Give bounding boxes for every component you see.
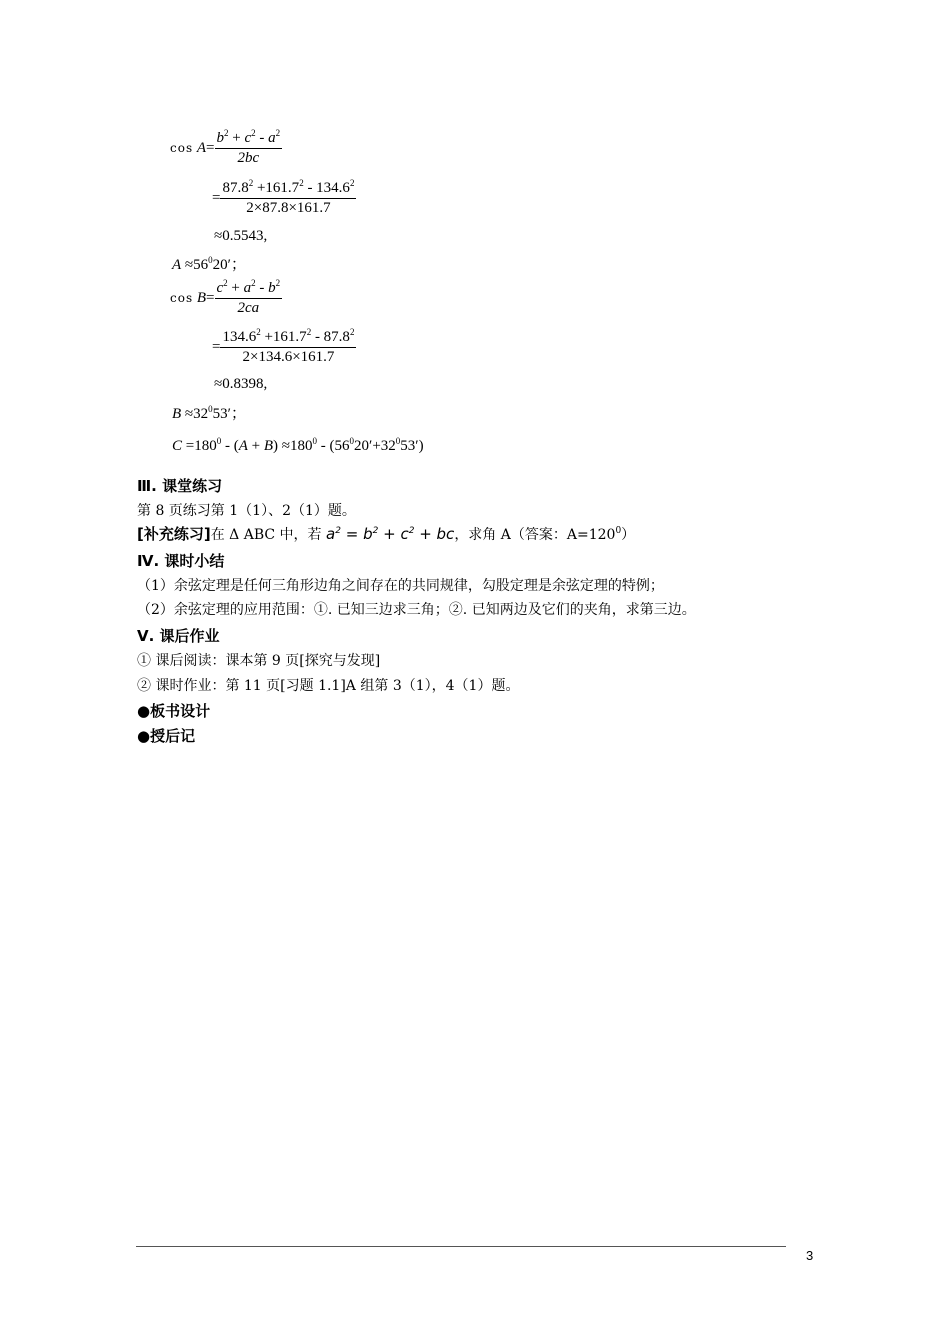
cosB-numeric-fraction: $\frac{134.6^2 +161.7^2 - 87.8^2}{2\times 134.6\times 161.7}$ — [222, 327, 355, 365]
summary-item-1: （1）余弦定理是任何三角形边角之间存在的共同规律，勾股定理是余弦定理的特例； — [137, 578, 664, 594]
cosB-formula: cos B= $\frac{c^2 + a^2 - b^2}{2ca}$ — [170, 278, 281, 316]
cosA-approx: ≈0.5543, — [214, 228, 268, 244]
section-5-title: Ⅴ. 课后作业 — [137, 627, 220, 645]
summary-item-2: （2）余弦定理的应用范围：①. 已知三边求三角；②. 已知两边及它们的夹角，求第三边。 — [137, 602, 696, 618]
cosA-fraction: $\frac{b^2 + c^2 - a^2}{2bc}$ — [216, 128, 281, 166]
cosA-numeric-fraction: $\frac{87.8^2 +161.7^2 - 134.6^2}{2\times 87.8\times 161.7}$ — [222, 178, 355, 216]
section-3-title: Ⅲ. 课堂练习 — [137, 477, 223, 495]
after-class-notes-heading: ●授后记 — [137, 727, 196, 745]
A-result: $A \approx 56^020'$； — [172, 255, 246, 273]
cosB-approx: ≈0.8398, — [214, 376, 268, 392]
B-result: $B \approx 32^053'$； — [172, 404, 246, 422]
cosA-formula: cos A= $\frac{b^2 + c^2 - a^2}{2bc}$ — [170, 128, 281, 166]
cos-label: cos — [170, 290, 194, 305]
footer-rule — [136, 1246, 786, 1247]
cos-label: cos — [170, 140, 194, 155]
page-number: 3 — [806, 1248, 814, 1263]
board-design-heading: ●板书设计 — [137, 702, 211, 720]
section-4-title: Ⅳ. 课时小结 — [137, 552, 225, 570]
cosA-substitution: = $\frac{87.8^2 +161.7^2 - 134.6^2}{2\times 87.8\times 161.7}$ — [212, 178, 355, 216]
section-3-supplement: [补充练习]在 Δ ABC 中，若 $a^2 = b^2 + c^2$ + bc，求角 A（答案：$A=120^0$） — [137, 525, 636, 543]
cosB-fraction: $\frac{c^2 + a^2 - b^2}{2ca}$ — [216, 278, 281, 316]
cosB-substitution: = $\frac{134.6^2 +161.7^2 - 87.8^2}{2\times 134.6\times 161.7}$ — [212, 327, 355, 365]
supplement-equation: $a^2 = b^2 + c^2$ + bc — [326, 525, 455, 543]
homework-item-2: ② 课时作业：第 11 页[习题 1.1]A 组第 3（1），4（1）题。 — [137, 678, 520, 694]
homework-item-1: ① 课后阅读：课本第 9 页[探究与发现] — [137, 653, 381, 669]
C-result: $C =180^0 - (A + B) \approx 180^0 - (56^020'+32^053')$ — [172, 436, 424, 454]
section-3-exercise: 第 8 页练习第 1（1）、2（1）题。 — [137, 503, 356, 519]
